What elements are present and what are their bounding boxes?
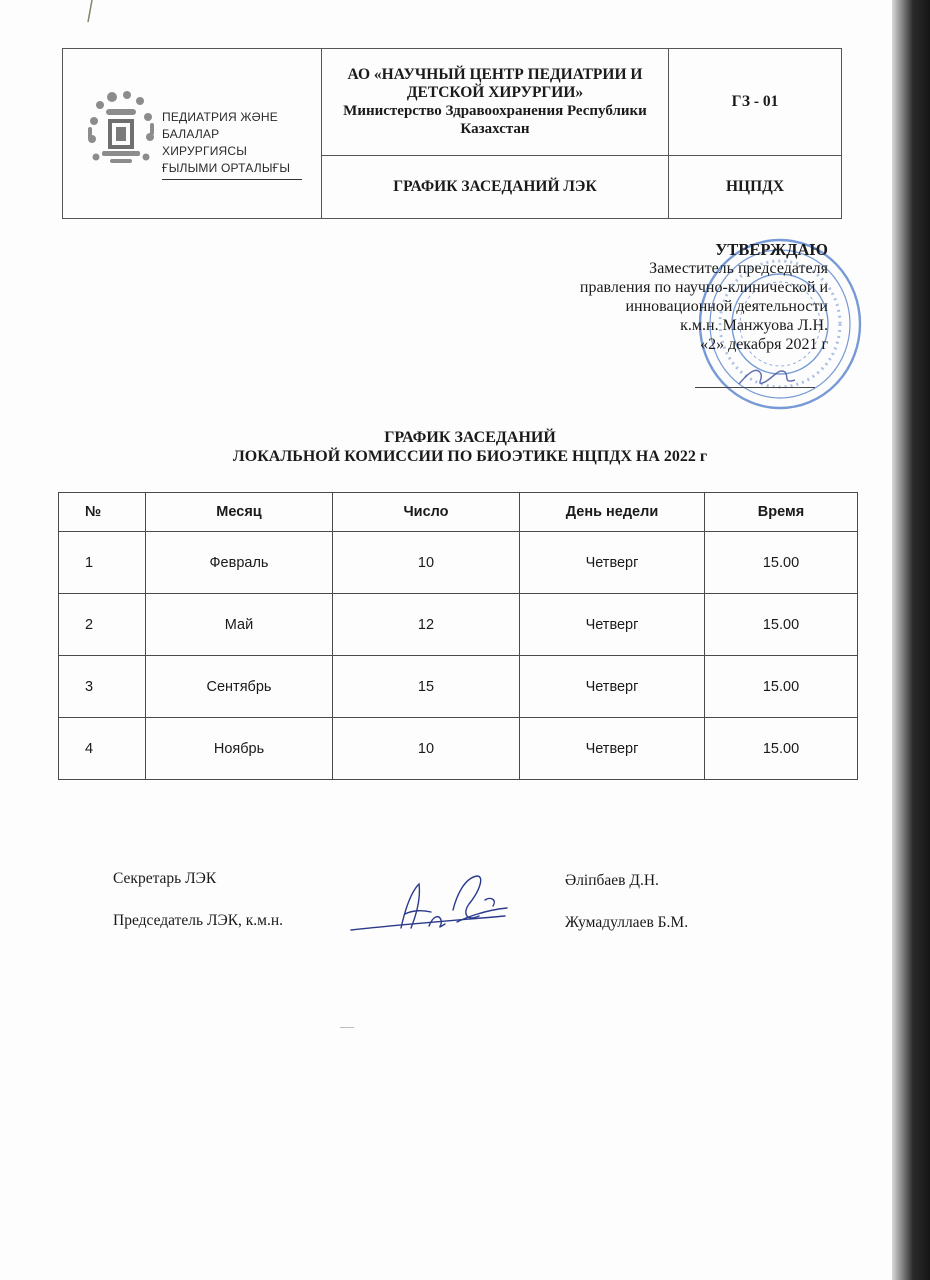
cell-month: Сентябрь (146, 656, 333, 718)
chair-signature-icon (345, 870, 515, 942)
chair-role: Председатель ЛЭК, к.м.н. (113, 912, 284, 929)
scan-mark (70, 0, 130, 25)
header-table (62, 48, 842, 219)
table-row (59, 532, 858, 594)
scan-speck (340, 1027, 354, 1028)
cell-time: 15.00 (705, 656, 858, 718)
col-header-month: Месяц (146, 493, 333, 532)
logo-cell (63, 49, 322, 219)
col-header-number: № (59, 493, 146, 532)
doc-type: ГРАФИК ЗАСЕДАНИЙ ЛЭК (322, 156, 669, 219)
cell-weekday: Четверг (520, 656, 705, 718)
col-header-day: Число (333, 493, 520, 532)
cell-weekday: Четверг (520, 594, 705, 656)
cell-number: 4 (59, 718, 146, 780)
cell-time: 15.00 (705, 718, 858, 780)
cell-month: Ноябрь (146, 718, 333, 780)
schedule-title (0, 428, 930, 466)
cell-weekday: Четверг (520, 532, 705, 594)
approval-line-4: к.м.н. Манжуова Л.Н. (680, 317, 828, 334)
approval-signature-icon (735, 362, 805, 392)
cell-day: 12 (333, 594, 520, 656)
logo-line-3: ҒЫЛЫМИ ОРТАЛЫҒЫ (162, 160, 302, 180)
secretary-role: Секретарь ЛЭК (113, 870, 217, 887)
schedule-title-line-1: ГРАФИК ЗАСЕДАНИЙ (384, 429, 556, 446)
table-header-row (59, 493, 858, 532)
table-row (59, 656, 858, 718)
logo-line-1: ПЕДИАТРИЯ ЖӘНЕ (162, 109, 278, 124)
approval-date: «2» декабря 2021 г (700, 336, 828, 353)
chair-name: Жумадуллаев Б.М. (565, 914, 689, 931)
cell-month: Май (146, 594, 333, 656)
col-header-time: Время (705, 493, 858, 532)
cell-weekday: Четверг (520, 718, 705, 780)
schedule-title-line-2: ЛОКАЛЬНОЙ КОМИССИИ ПО БИОЭТИКЕ НЦПДХ НА 2022 г (232, 448, 708, 465)
approval-line-2: правления по научно-клинической и (579, 279, 828, 296)
approval-title: УТВЕРЖДАЮ (715, 240, 828, 259)
org-cell (322, 49, 669, 156)
cell-day: 15 (333, 656, 520, 718)
cell-number: 1 (59, 532, 146, 594)
col-header-weekday: День недели (520, 493, 705, 532)
table-row (59, 718, 858, 780)
ministry-name: Министерство Здравоохранения Республики Казахстан (343, 103, 647, 137)
org-abbr: НЦПДХ (669, 156, 842, 219)
org-name: АО «НАУЧНЫЙ ЦЕНТР ПЕДИАТРИИ И ДЕТСКОЙ ХИРУРГИИ» (347, 66, 643, 101)
logo-text (162, 109, 302, 180)
approval-line-1: Заместитель председателя (649, 260, 828, 277)
table-row (59, 594, 858, 656)
schedule-table (58, 492, 858, 780)
cell-time: 15.00 (705, 594, 858, 656)
logo-line-2: БАЛАЛАР ХИРУРГИЯСЫ (162, 126, 248, 158)
approval-block (580, 240, 828, 354)
cell-time: 15.00 (705, 532, 858, 594)
cell-day: 10 (333, 718, 520, 780)
scan-edge-shadow (892, 0, 930, 1280)
secretary-name: Әліпбаев Д.Н. (565, 872, 659, 889)
logo (82, 89, 302, 179)
cell-number: 3 (59, 656, 146, 718)
cell-day: 10 (333, 532, 520, 594)
doc-code: ГЗ - 01 (669, 49, 842, 156)
cell-month: Февраль (146, 532, 333, 594)
cell-number: 2 (59, 594, 146, 656)
logo-emblem-icon (82, 89, 162, 179)
approval-line-3: инновационной деятельности (625, 298, 828, 315)
